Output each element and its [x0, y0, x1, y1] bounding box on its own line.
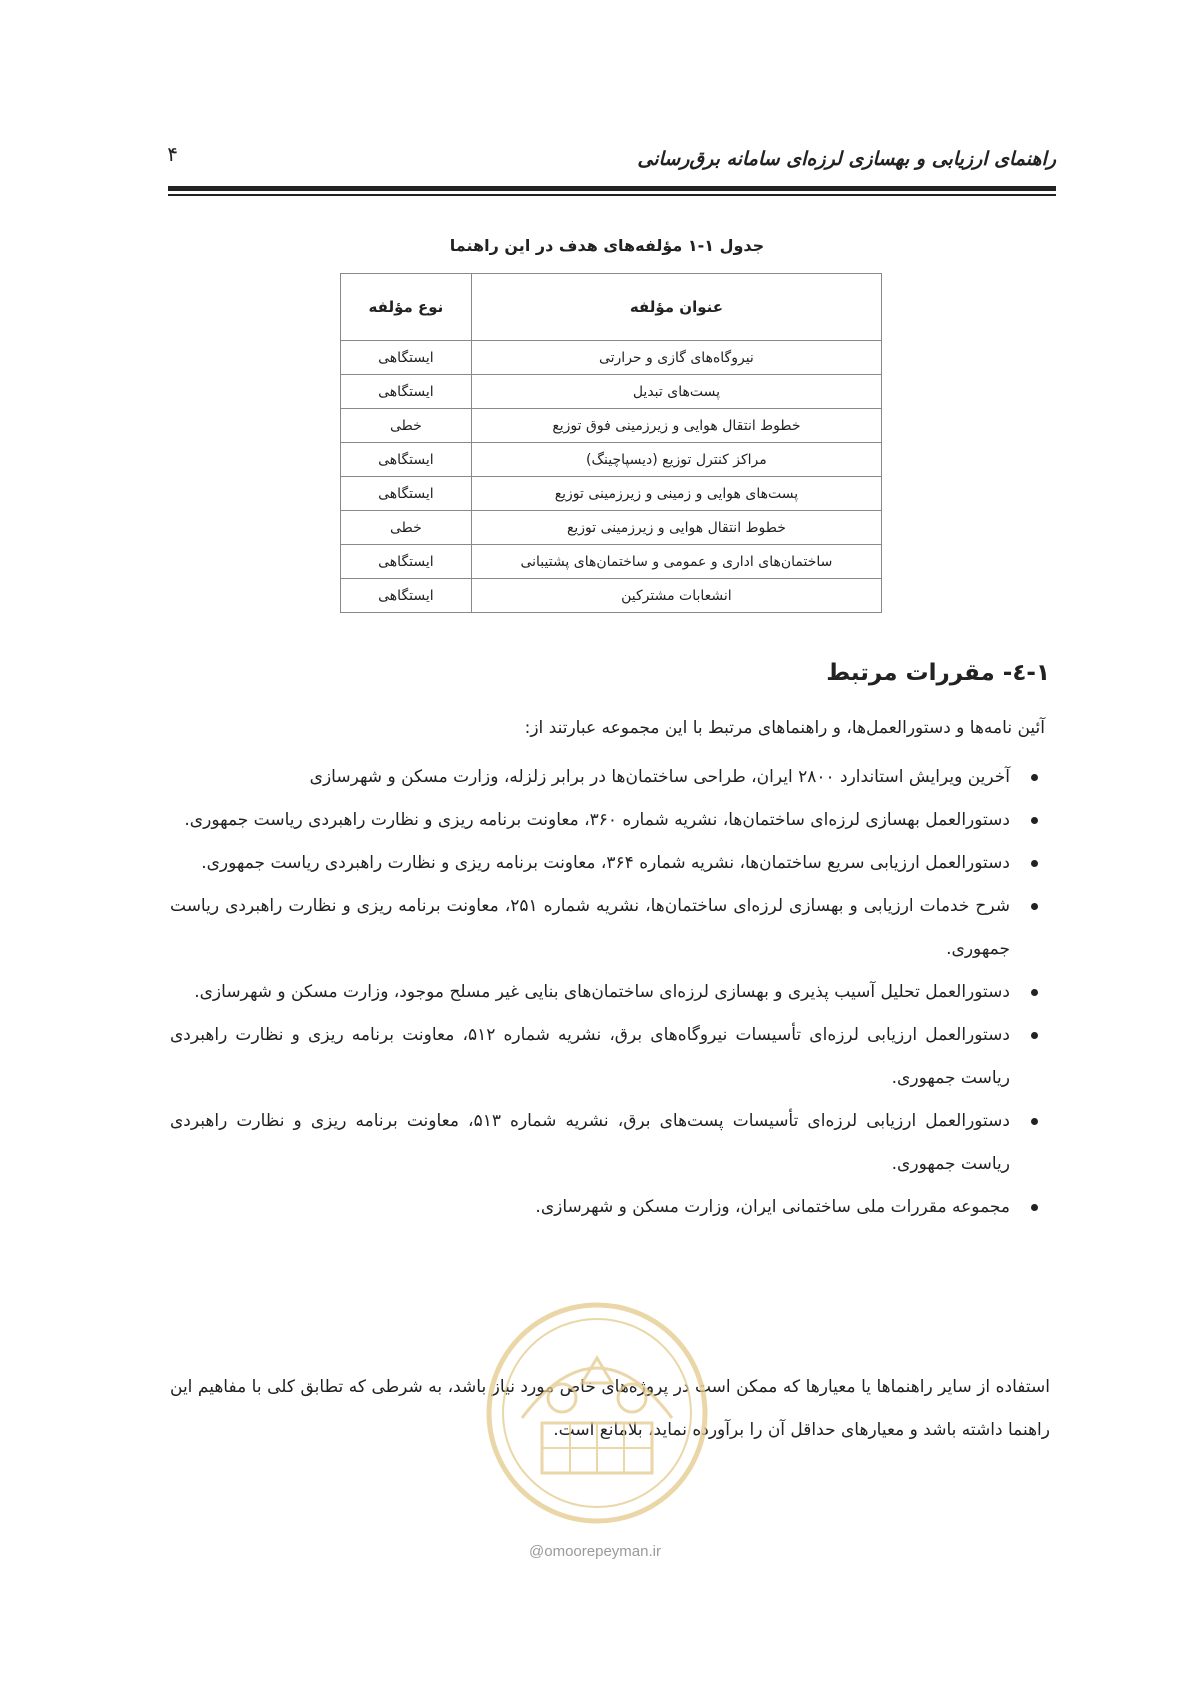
- page-number: ۴: [167, 142, 178, 166]
- component-type-cell: ایستگاهی: [341, 341, 472, 375]
- list-item: دستورالعمل ارزیابی سریع ساختمان‌ها، نشریه شماره ۳۶۴، معاونت برنامه ریزی و نظارت راهبردی ریاست جمهوری.: [170, 842, 1050, 885]
- component-type-cell: ایستگاهی: [341, 477, 472, 511]
- table-row: [341, 477, 882, 511]
- header-rule-thin: [168, 194, 1056, 196]
- table-row: [341, 409, 882, 443]
- component-title-cell: خطوط انتقال هوایی و زیرزمینی فوق توزیع: [471, 409, 881, 443]
- list-item: دستورالعمل ارزیابی لرزه‌ای تأسیسات پست‌های برق، نشریه شماره ۵۱۳، معاونت برنامه ریزی و نظارت راهبردی ریاست جمهوری.: [170, 1100, 1050, 1186]
- table-caption: جدول ۱-۱ مؤلفه‌های هدف در این راهنما: [449, 236, 765, 255]
- header-rule-thick: [168, 186, 1056, 191]
- section-heading: ۱-٤- مقررات مرتبط: [826, 660, 1050, 686]
- table-row: [341, 375, 882, 409]
- closing-paragraph: استفاده از سایر راهنماها یا معیارها که ممکن است در پروژه‌های خاص مورد نیاز باشد، به شرطی که تطابق کلی با مفاهیم این راهنما داشته باشد و معیارهای حداقل آن را برآورده نماید، بلامانع است.: [170, 1377, 1050, 1440]
- list-item: مجموعه مقررات ملی ساختمانی ایران، وزارت مسکن و شهرسازی.: [170, 1186, 1050, 1229]
- list-item: دستورالعمل تحلیل آسیب پذیری و بهسازی لرزه‌ای ساختمان‌های بنایی غیر مسلح موجود، وزارت مسکن و شهرسازی.: [170, 971, 1050, 1014]
- running-header: [168, 138, 1056, 178]
- component-title-cell: مراکز کنترل توزیع (دیسپاچینگ): [471, 443, 881, 477]
- at-icon: @: [529, 1543, 545, 1560]
- watermark-site: @omoorepeyman.ir: [529, 1543, 661, 1560]
- component-title-cell: پست‌های هوایی و زمینی و زیرزمینی توزیع: [471, 477, 881, 511]
- table-row: [341, 579, 882, 613]
- running-title: راهنمای ارزیابی و بهسازی لرزه‌ای سامانه برق‌رسانی: [637, 148, 1056, 170]
- component-type-cell: خطی: [341, 409, 472, 443]
- component-title-cell: ساختمان‌های اداری و عمومی و ساختمان‌های پشتیبانی: [471, 545, 881, 579]
- component-type-cell: ایستگاهی: [341, 375, 472, 409]
- table-row: [341, 443, 882, 477]
- component-type-cell: خطی: [341, 511, 472, 545]
- components-table: [340, 273, 882, 613]
- component-title-cell: انشعابات مشترکین: [471, 579, 881, 613]
- component-title-cell: نیروگاه‌های گازی و حرارتی: [471, 341, 881, 375]
- table-row: [341, 341, 882, 375]
- watermark-seal-logo: [482, 1298, 712, 1528]
- list-item: دستورالعمل بهسازی لرزه‌ای ساختمان‌ها، نشریه شماره ۳۶۰، معاونت برنامه ریزی و نظارت راهبردی ریاست جمهوری.: [170, 799, 1050, 842]
- component-type-cell: ایستگاهی: [341, 579, 472, 613]
- list-item: شرح خدمات ارزیابی و بهسازی لرزه‌ای ساختمان‌ها، نشریه شماره ۲۵۱، معاونت برنامه ریزی و نظارت راهبردی ریاست جمهوری.: [170, 885, 1050, 971]
- table-header-row: [341, 274, 882, 341]
- list-item: دستورالعمل ارزیابی لرزه‌ای تأسیسات نیروگاه‌های برق، نشریه شماره ۵۱۲، معاونت برنامه ریزی و نظارت راهبردی ریاست جمهوری.: [170, 1014, 1050, 1100]
- table-row: [341, 545, 882, 579]
- component-type-cell: ایستگاهی: [341, 545, 472, 579]
- table-row: [341, 511, 882, 545]
- column-header-title: عنوان مؤلفه: [471, 274, 881, 341]
- list-item: آخرین ویرایش استاندارد ۲۸۰۰ ایران، طراحی ساختمان‌ها در برابر زلزله، وزارت مسکن و شهرسازی: [170, 756, 1050, 799]
- column-header-type: نوع مؤلفه: [341, 274, 472, 341]
- component-type-cell: ایستگاهی: [341, 443, 472, 477]
- references-list: [170, 756, 1050, 1229]
- section-intro: آئین نامه‌ها و دستورالعمل‌ها، و راهنماهای مرتبط با این مجموعه عبارتند از:: [524, 718, 1045, 738]
- component-title-cell: خطوط انتقال هوایی و زیرزمینی توزیع: [471, 511, 881, 545]
- component-title-cell: پست‌های تبدیل: [471, 375, 881, 409]
